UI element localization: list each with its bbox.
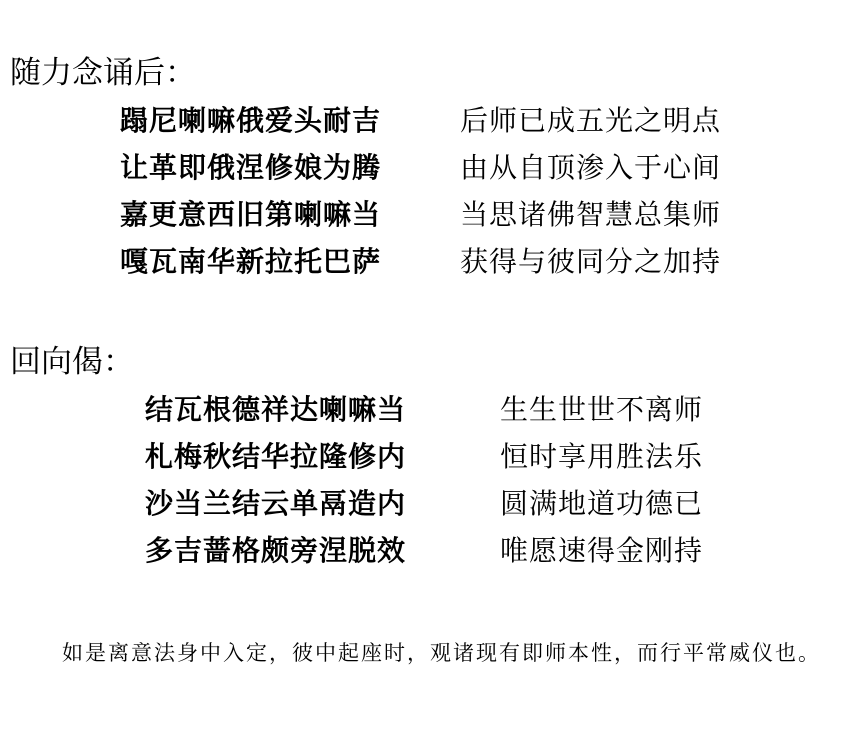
verse-transliteration: 嘉更意西旧第喇嘛当 xyxy=(120,198,382,231)
verse-transliteration: 结瓦根德祥达喇嘛当 xyxy=(145,393,407,426)
verse-transliteration: 让革即俄涅修娘为腾 xyxy=(120,151,382,184)
closing-paragraph-text: 如是离意法身中入定，彼中起座时，观诸现有即师本性，而行平常威仪也。 xyxy=(62,641,821,665)
verse-transliteration: 多吉蔷格颇旁涅脱效 xyxy=(145,534,407,567)
section-heading-recitation: 随力念诵后： xyxy=(10,55,196,91)
verse-meaning: 圆满地道功德已 xyxy=(500,487,704,520)
verse-meaning: 后师已成五光之明点 xyxy=(460,104,722,137)
verse-meaning: 唯愿速得金刚持 xyxy=(500,534,704,567)
verse-meaning: 当思诸佛智慧总集师 xyxy=(460,198,722,231)
verse-transliteration: 沙当兰结云单鬲造内 xyxy=(145,487,407,520)
verse-transliteration: 嘎瓦南华新拉托巴萨 xyxy=(120,245,382,278)
section-heading-dedication: 回向偈： xyxy=(10,344,134,380)
closing-paragraph xyxy=(10,632,850,674)
verse-meaning: 获得与彼同分之加持 xyxy=(460,245,722,278)
verse-meaning: 由从自顶渗入于心间 xyxy=(460,151,722,184)
verse-transliteration: 札梅秋结华拉隆修内 xyxy=(145,440,407,473)
verse-meaning: 恒时享用胜法乐 xyxy=(500,440,704,473)
verse-meaning: 生生世世不离师 xyxy=(500,393,704,426)
verse-transliteration: 蹋尼喇嘛俄爱头耐吉 xyxy=(120,104,382,137)
